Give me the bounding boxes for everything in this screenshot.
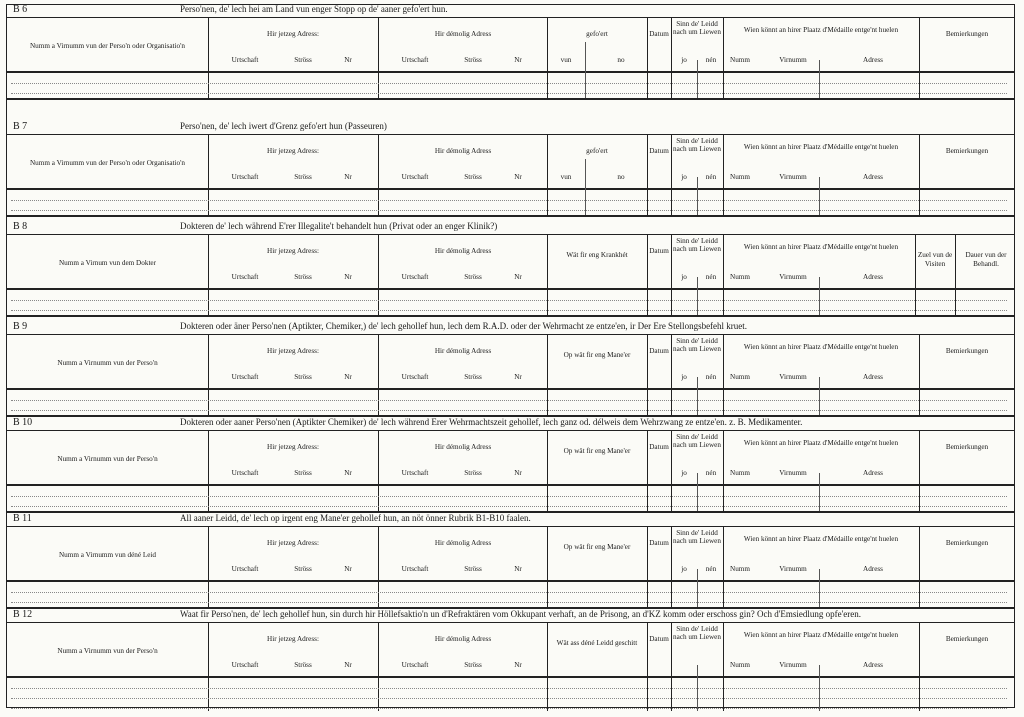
remarks-header: Bemierkungen — [945, 347, 989, 355]
medal-recipient-header: Wien könnt an hirer Plaatz d'Médaille entge'nt huelen — [743, 631, 899, 639]
jo-label: jo — [681, 56, 687, 64]
stross-label: Ströss — [294, 661, 312, 669]
stross-label: Ströss — [464, 469, 482, 477]
section-code: B 7 — [13, 121, 28, 132]
nen-label: nén — [705, 469, 717, 477]
alive-header: Sinn de' Leidd nach um Liewen — [673, 529, 721, 545]
section-b8 — [7, 221, 1015, 317]
urtschaft-label: Urtschaft — [401, 373, 429, 381]
col-former-address-header: Hir démolig Adress — [434, 147, 492, 155]
alive-header: Sinn de' Leidd nach um Liewen — [673, 625, 721, 641]
section-title: Perso'nen, de' lech iwert d'Grenz gefo'ert hun (Passeuren) — [180, 121, 387, 131]
medal-recipient-header: Wien könnt an hirer Plaatz d'Médaille entge'nt huelen — [743, 143, 899, 151]
urtschaft-label: Urtschaft — [231, 373, 259, 381]
section-header — [7, 221, 1015, 235]
datum-header: Datum — [649, 443, 669, 451]
col-four-header: Wät fir eng Krankhét — [566, 251, 628, 259]
col-name-header: Numm a Virnumm vun der Perso'n — [57, 455, 158, 463]
medal-recipient-header: Wien könnt an hirer Plaatz d'Médaille entge'nt huelen — [743, 26, 899, 34]
col-former-address-header: Hir démolig Adress — [434, 443, 492, 451]
stross-label: Ströss — [294, 56, 312, 64]
col-four-header: gefo'ert — [586, 30, 608, 38]
urtschaft-label: Urtschaft — [231, 273, 259, 281]
entry-area[interactable] — [7, 486, 1015, 509]
numm-label: Numm — [730, 565, 750, 573]
col-current-address-header: Hir jetzeg Adress: — [267, 247, 319, 255]
alive-header: Sinn de' Leidd nach um Liewen — [673, 433, 721, 449]
remarks-header: Bemierkungen — [945, 443, 989, 451]
duration-header: Dauer vun der Behandl. — [965, 251, 1007, 268]
stross-label: Ströss — [294, 173, 312, 181]
nen-label: nén — [705, 565, 717, 573]
urtschaft-label: Urtschaft — [401, 56, 429, 64]
urtschaft-label: Urtschaft — [401, 661, 429, 669]
alive-header: Sinn de' Leidd nach um Liewen — [673, 237, 721, 253]
nr-label: Nr — [344, 469, 352, 477]
remarks-header: Bemierkungen — [945, 539, 989, 547]
section-bottom-rule — [7, 98, 1015, 100]
nen-label: nén — [705, 373, 717, 381]
col-former-address-header: Hir démolig Adress — [434, 247, 492, 255]
col-name-header: Numm a Virnumm vun der Perso'n oder Organisatio'n — [29, 159, 185, 167]
section-title: Dokteren oder aaner Perso'nen (Aptikter Chemiker) de' lech während Erer Wehrmachtszeit gehollef, lech ganz od. délweis dem Wehrzwang ze entze'en. z. B. Medikamenter. — [180, 417, 803, 427]
virnumm-label: Virnumm — [779, 56, 807, 64]
vun-label: vun — [560, 173, 572, 181]
numm-label: Numm — [730, 56, 750, 64]
stross-label: Ströss — [294, 273, 312, 281]
alive-header: Sinn de' Leidd nach um Liewen — [673, 137, 721, 153]
urtschaft-label: Urtschaft — [231, 469, 259, 477]
datum-header: Datum — [649, 539, 669, 547]
nr-label: Nr — [514, 469, 522, 477]
section-bottom-rule — [7, 215, 1015, 217]
section-header — [7, 609, 1015, 623]
col-current-address-header: Hir jetzeg Adress: — [267, 539, 319, 547]
virnumm-label: Virnumm — [779, 565, 807, 573]
col-four-header: gefo'ert — [586, 147, 608, 155]
no-label: no — [617, 56, 625, 64]
stross-label: Ströss — [294, 373, 312, 381]
section-header — [7, 513, 1015, 527]
col-name-header: Numm a Virnumm vun der Perso'n — [57, 359, 158, 367]
nr-label: Nr — [344, 565, 352, 573]
section-title: Perso'nen, de' lech hei am Land vun enger Stopp op de' aaner gefo'ert hun. — [180, 4, 448, 14]
nr-label: Nr — [344, 661, 352, 669]
datum-header: Datum — [649, 635, 669, 643]
section-code: B 11 — [13, 513, 32, 524]
section-b10 — [7, 417, 1015, 513]
nr-label: Nr — [514, 56, 522, 64]
numm-label: Numm — [730, 661, 750, 669]
nr-label: Nr — [514, 565, 522, 573]
stross-label: Ströss — [464, 661, 482, 669]
col-name-header: Numm a Virnum vun dem Dokter — [58, 259, 157, 267]
alive-header: Sinn de' Leidd nach um Liewen — [673, 20, 721, 36]
stross-label: Ströss — [464, 273, 482, 281]
stross-label: Ströss — [464, 373, 482, 381]
nr-label: Nr — [514, 273, 522, 281]
section-title: All aaner Leidd, de' lech op irgent eng Mane'er gehollef hun, an nöt önner Rubrik B1-B10 faalen. — [180, 513, 531, 523]
numm-label: Numm — [730, 469, 750, 477]
numm-label: Numm — [730, 173, 750, 181]
jo-label: jo — [681, 565, 687, 573]
section-b7 — [7, 121, 1015, 217]
virnumm-label: Virnumm — [779, 173, 807, 181]
col-current-address-header: Hir jetzeg Adress: — [267, 147, 319, 155]
jo-label: jo — [681, 373, 687, 381]
adress-label: Adress — [863, 565, 883, 573]
entry-area[interactable] — [7, 290, 1015, 313]
section-header — [7, 321, 1015, 335]
nr-label: Nr — [344, 56, 352, 64]
col-current-address-header: Hir jetzeg Adress: — [267, 347, 319, 355]
urtschaft-label: Urtschaft — [401, 469, 429, 477]
medal-recipient-header: Wien könnt an hirer Plaatz d'Médaille entge'nt huelen — [743, 535, 899, 543]
adress-label: Adress — [863, 469, 883, 477]
stross-label: Ströss — [294, 565, 312, 573]
entry-area[interactable] — [7, 190, 1015, 213]
nr-label: Nr — [344, 173, 352, 181]
nr-label: Nr — [344, 273, 352, 281]
col-former-address-header: Hir démolig Adress — [434, 539, 492, 547]
entry-area[interactable] — [7, 678, 1015, 709]
datum-header: Datum — [649, 147, 669, 155]
adress-label: Adress — [863, 173, 883, 181]
col-current-address-header: Hir jetzeg Adress: — [267, 443, 319, 451]
remarks-header: Bemierkungen — [945, 30, 989, 38]
urtschaft-label: Urtschaft — [401, 173, 429, 181]
jo-label: jo — [681, 273, 687, 281]
jo-label: jo — [681, 173, 687, 181]
urtschaft-label: Urtschaft — [231, 56, 259, 64]
section-code: B 6 — [13, 4, 28, 15]
col-name-header: Numm a Virnumm vun der Perso'n oder Organisatio'n — [29, 42, 185, 50]
section-b9 — [7, 321, 1015, 417]
section-code: B 10 — [13, 417, 33, 428]
section-code: B 9 — [13, 321, 28, 332]
nen-label: nén — [705, 173, 717, 181]
nr-label: Nr — [514, 173, 522, 181]
stross-label: Ströss — [464, 565, 482, 573]
col-former-address-header: Hir démolig Adress — [434, 30, 492, 38]
col-four-header: Op wät fir eng Mane'er — [563, 543, 631, 551]
stross-label: Ströss — [464, 173, 482, 181]
entry-area[interactable] — [7, 73, 1015, 96]
section-b12 — [7, 609, 1015, 713]
medal-recipient-header: Wien könnt an hirer Plaatz d'Médaille entge'nt huelen — [743, 343, 899, 351]
remarks-header: Bemierkungen — [945, 635, 989, 643]
nr-label: Nr — [514, 373, 522, 381]
entry-area[interactable] — [7, 582, 1015, 605]
stross-label: Ströss — [294, 469, 312, 477]
virnumm-label: Virnumm — [779, 661, 807, 669]
datum-header: Datum — [649, 247, 669, 255]
section-header — [7, 121, 1015, 135]
no-label: no — [617, 173, 625, 181]
nen-label: nén — [705, 273, 717, 281]
numm-label: Numm — [730, 273, 750, 281]
col-four-header: Wät ass déné Leidd geschitt — [556, 639, 638, 647]
vun-label: vun — [560, 56, 572, 64]
virnumm-label: Virnumm — [779, 373, 807, 381]
col-former-address-header: Hir démolig Adress — [434, 635, 492, 643]
nr-label: Nr — [514, 661, 522, 669]
urtschaft-label: Urtschaft — [401, 273, 429, 281]
adress-label: Adress — [863, 373, 883, 381]
virnumm-label: Virnumm — [779, 469, 807, 477]
section-header — [7, 4, 1015, 18]
jo-label: jo — [681, 469, 687, 477]
urtschaft-label: Urtschaft — [231, 173, 259, 181]
section-header — [7, 417, 1015, 431]
urtschaft-label: Urtschaft — [231, 565, 259, 573]
entry-area[interactable] — [7, 390, 1015, 413]
section-title: Waat fir Perso'nen, de' lech gehollef hun, sin durch hir Höllefsaktio'n un d'Refraktären vom Okkupant verhaft, an de Prisong, an d'KZ komm oder erschoss gin? Och d'Emsiedlung opfe'eren. — [180, 609, 861, 619]
datum-header: Datum — [649, 347, 669, 355]
nr-label: Nr — [344, 373, 352, 381]
virnumm-label: Virnumm — [779, 273, 807, 281]
visits-header: Zuel vun de Visiten — [917, 251, 953, 268]
medal-recipient-header: Wien könnt an hirer Plaatz d'Médaille entge'nt huelen — [743, 439, 899, 447]
col-former-address-header: Hir démolig Adress — [434, 347, 492, 355]
medal-recipient-header: Wien könnt an hirer Plaatz d'Médaille entge'nt huelen — [743, 243, 899, 251]
alive-header: Sinn de' Leidd nach um Liewen — [673, 337, 721, 353]
section-title: Dokteren de' lech während E'rer Illegalite't behandelt hun (Privat oder an enger Klinik?) — [180, 221, 498, 231]
datum-header: Datum — [649, 30, 669, 38]
col-name-header: Numm a Virnumm vun déné Leid — [58, 551, 157, 559]
adress-label: Adress — [863, 661, 883, 669]
col-current-address-header: Hir jetzeg Adress: — [267, 30, 319, 38]
col-four-header: Op wät fir eng Mane'er — [563, 447, 631, 455]
section-title: Dokteren oder äner Perso'nen (Aptikter, Chemiker,) de' lech gehollef hun, lech dem R.A.D. oder der Wehrmacht ze entze'en, ir Der Ere Stellongsbefehl kruet. — [180, 321, 748, 331]
section-code: B 8 — [13, 221, 28, 232]
urtschaft-label: Urtschaft — [401, 565, 429, 573]
urtschaft-label: Urtschaft — [231, 661, 259, 669]
nen-label: nén — [705, 56, 717, 64]
section-b6 — [7, 4, 1015, 100]
section-bottom-rule — [7, 315, 1015, 317]
remarks-header: Bemierkungen — [945, 147, 989, 155]
section-b11 — [7, 513, 1015, 609]
stross-label: Ströss — [464, 56, 482, 64]
adress-label: Adress — [863, 273, 883, 281]
section-code: B 12 — [13, 609, 33, 620]
col-four-header: Op wät fir eng Mane'er — [563, 351, 631, 359]
adress-label: Adress — [863, 56, 883, 64]
numm-label: Numm — [730, 373, 750, 381]
col-current-address-header: Hir jetzeg Adress: — [267, 635, 319, 643]
col-name-header: Numm a Virnumm vun der Perso'n — [57, 647, 158, 655]
